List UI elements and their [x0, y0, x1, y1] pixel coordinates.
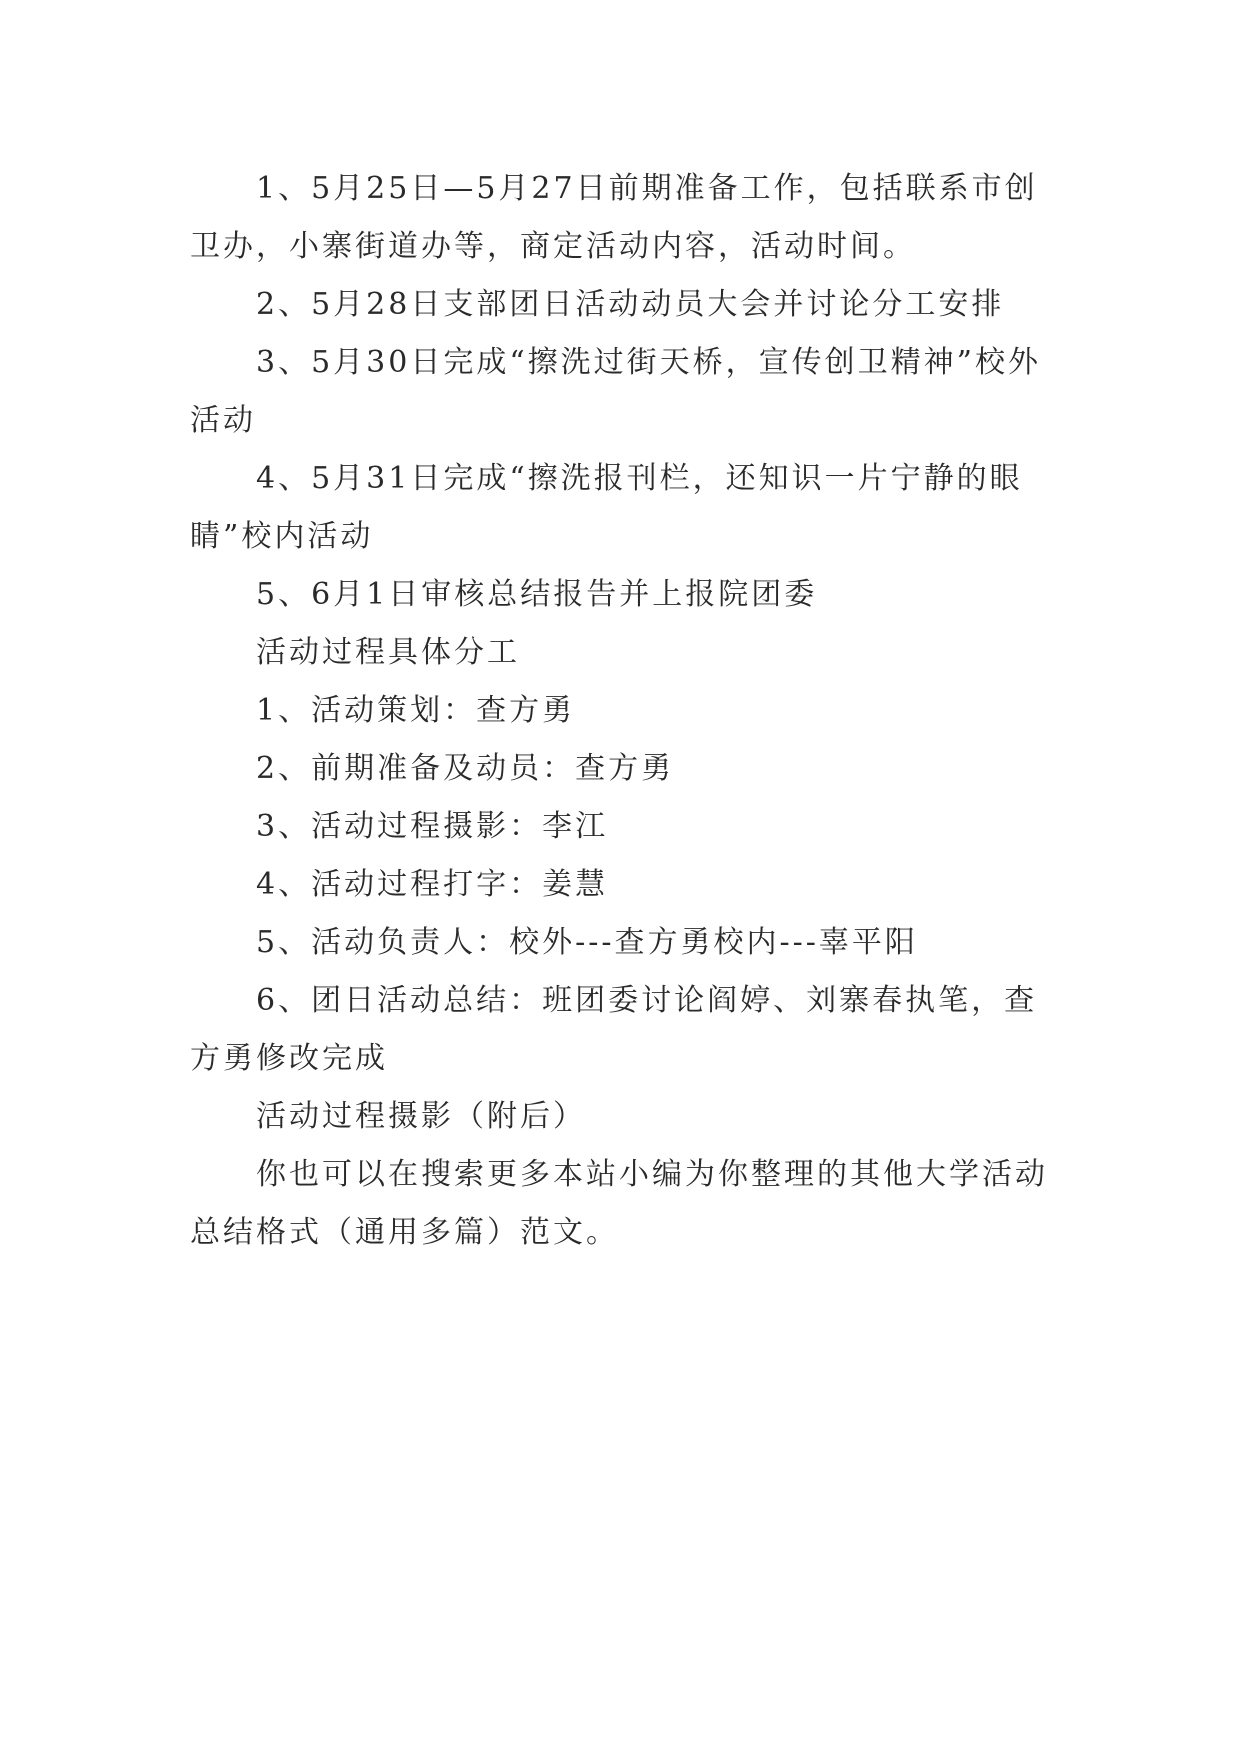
- paragraph-schedule-1: 1、5月25日—5月27日前期准备工作，包括联系市创卫办，小寨街道办等，商定活动内容，活动时间。: [190, 171, 1038, 264]
- paragraph-photos: 活动过程摄影（附后）: [256, 1099, 586, 1134]
- paragraph-role-4: 4、活动过程打字：姜慧: [256, 867, 609, 902]
- paragraph-schedule-4: 4、5月31日完成“擦洗报刊栏，还知识一片宁静的眼睛”校内活动: [190, 461, 1023, 554]
- paragraph-schedule-2: 2、5月28日支部团日活动动员大会并讨论分工安排: [256, 287, 1005, 322]
- paragraph-role-6: 6、团日活动总结：班团委讨论阎婷、刘寨春执笔，查方勇修改完成: [190, 983, 1038, 1076]
- paragraph-schedule-5: 5、6月1日审核总结报告并上报院团委: [256, 577, 818, 612]
- paragraph-role-3: 3、活动过程摄影：李江: [256, 809, 609, 844]
- section-heading-division: 活动过程具体分工: [256, 635, 520, 670]
- document-body: [190, 160, 1055, 1262]
- paragraph-role-5: 5、活动负责人：校外---查方勇校内---辜平阳: [256, 925, 918, 960]
- paragraph-role-1: 1、活动策划：查方勇: [256, 693, 576, 728]
- paragraph-more-articles: 你也可以在搜索更多本站小编为你整理的其他大学活动总结格式（通用多篇）范文。: [190, 1157, 1048, 1250]
- paragraph-role-2: 2、前期准备及动员：查方勇: [256, 751, 675, 786]
- paragraph-schedule-3: 3、5月30日完成“擦洗过街天桥，宣传创卫精神”校外活动: [190, 345, 1042, 438]
